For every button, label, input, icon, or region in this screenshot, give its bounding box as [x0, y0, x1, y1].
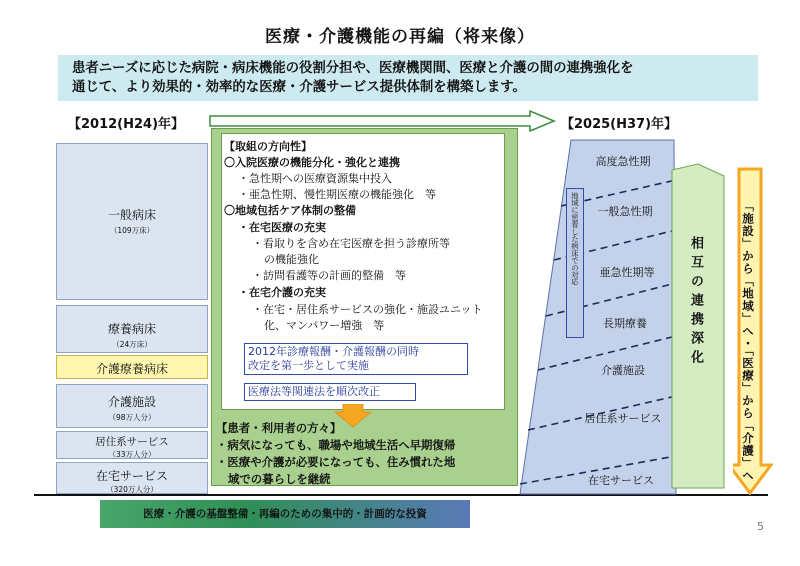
direction-line-11: 化、マンパワー増強 等	[264, 319, 385, 332]
home-services-count: （320万人分）	[106, 485, 158, 494]
revision-2012-box	[244, 343, 468, 375]
patients-line-3: 域での暮らしを継続	[228, 472, 331, 486]
tier-general-acute: 一般急性期	[597, 205, 653, 218]
intro-banner	[58, 55, 758, 101]
direction-line-8: ・訪問看護等の計画的整備 等	[252, 269, 406, 282]
home-services-box	[56, 462, 208, 494]
general-beds-label: 一般病床	[107, 208, 156, 222]
tier-long-term: 長期療養	[603, 317, 647, 330]
residential-services-box	[56, 431, 208, 459]
care-facilities-count: （98万人分）	[108, 413, 156, 422]
law-revision-label: 医療法等関連法を順次改正	[248, 385, 380, 398]
home-services-label: 在宅サービス	[95, 469, 168, 483]
tier-residential: 居住系サービス	[584, 412, 662, 425]
residential-services-count: （33万人分）	[108, 450, 156, 459]
year-2012-label: 【2012(H24)年】	[68, 117, 185, 132]
direction-header: 【取組の方向性】	[224, 140, 312, 153]
tier-high-acute: 高度急性期	[595, 155, 651, 168]
patients-header: 【患者・利用者の方々】	[216, 421, 342, 435]
care-recuperation-beds-box	[56, 355, 208, 379]
recuperation-beds-box	[56, 305, 208, 353]
revision-2012-line-2: 改定を第一歩として実施	[248, 359, 369, 372]
direction-line-9: ・在宅介護の充実	[238, 286, 326, 299]
cooperation-label: 相互の連携深化	[688, 236, 703, 369]
general-beds-box	[56, 143, 208, 300]
direction-box	[221, 133, 505, 410]
recuperation-beds-label: 療養病床	[107, 322, 156, 336]
patients-line-2: ・医療や介護が必要になっても、住み慣れた地	[216, 455, 456, 469]
community-beds-bar	[566, 188, 584, 338]
direction-line-3: ・亜急性期、慢性期医療の機能強化 等	[238, 188, 436, 201]
revision-2012-line-1: 2012年診療報酬・介護報酬の同時	[248, 345, 419, 358]
direction-line-2: ・急性期への医療資源集中投入	[238, 172, 392, 185]
tier-home: 在宅サービス	[588, 474, 654, 487]
direction-line-1: 〇入院医療の機能分化・強化と連携	[224, 156, 400, 169]
law-revision-box	[244, 383, 416, 401]
residential-services-label: 居住系サービス	[95, 436, 169, 448]
shift-label: 「施設」から「地域」へ・「医療」から「介護」へ	[741, 200, 755, 482]
patients-line-1: ・病気になっても、職場や地域生活へ早期復帰	[216, 438, 456, 452]
general-beds-count: （109万床）	[109, 226, 155, 235]
year-2025-label: 【2025(H37)年】	[561, 117, 678, 132]
care-facilities-box	[56, 384, 208, 428]
direction-line-10: ・在宅・居住系サービスの強化・施設ユニット	[252, 303, 483, 316]
page-title: 医療・介護機能の再編（将来像）	[265, 27, 535, 47]
community-beds-label: 地域に密着した病床での対応	[571, 192, 580, 286]
page-number: 5	[757, 520, 764, 533]
tier-subacute: 亜急性期等	[599, 266, 655, 279]
direction-line-4: 〇地域包括ケア体制の整備	[224, 204, 356, 217]
intro-line-2: 通じて、より効果的・効率的な医療・介護サービス提供体制を構築します。	[72, 80, 526, 95]
investment-label: 医療・介護の基盤整備・再編のための集中的・計画的な投資	[143, 508, 427, 520]
recuperation-beds-count: （24万床）	[112, 340, 152, 349]
direction-line-5: ・在宅医療の充実	[238, 221, 326, 234]
direction-line-7: の機能強化	[264, 253, 319, 266]
care-facilities-label: 介護施設	[107, 395, 156, 409]
care-recuperation-beds-label: 介護療養病床	[95, 362, 168, 376]
tier-care-facilities: 介護施設	[601, 364, 645, 377]
direction-line-6: ・看取りを含め在宅医療を担う診療所等	[252, 237, 450, 250]
investment-bar	[100, 500, 470, 528]
intro-line-1: 患者ニーズに応じた病院・病床機能の役割分担や、医療機関間、医療と介護の間の連携強化を	[72, 61, 634, 76]
